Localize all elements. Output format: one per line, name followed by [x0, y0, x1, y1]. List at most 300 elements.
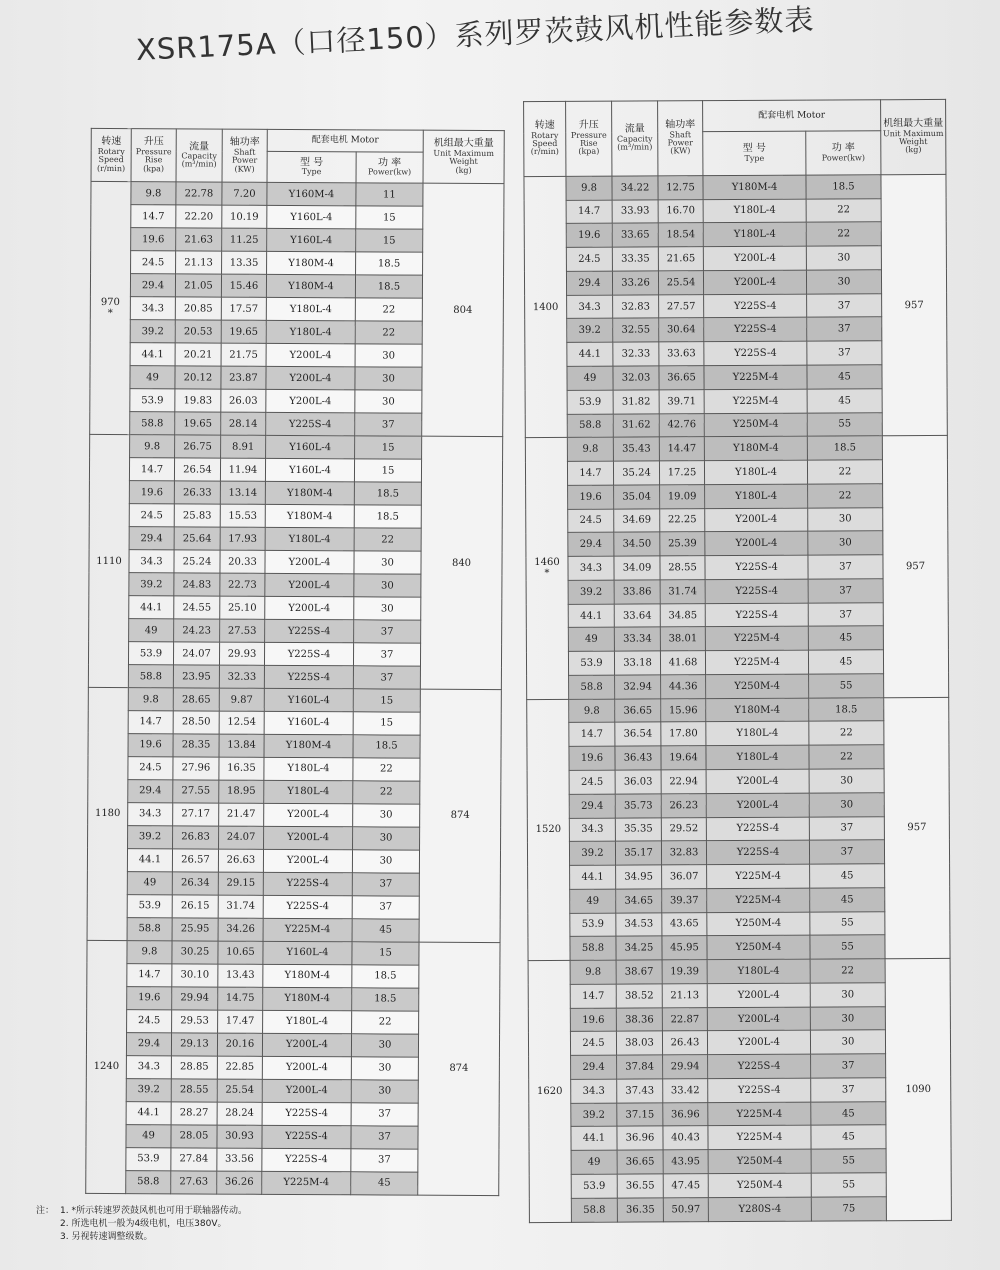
motor-type-cell: Y180M-4: [706, 698, 809, 722]
capacity-cell: 28.50: [173, 711, 219, 734]
shaft-power-cell: 7.20: [222, 182, 267, 205]
capacity-cell: 25.83: [174, 504, 220, 527]
notes-label: 注：: [36, 1206, 55, 1216]
capacity-cell: 26.33: [174, 481, 220, 504]
motor-type-cell: Y160L-4: [267, 229, 356, 252]
motor-type-cell: Y225S-4: [704, 318, 807, 342]
motor-power-cell: 30: [351, 1057, 418, 1080]
shaft-power-cell: 19.39: [662, 960, 707, 984]
shaft-power-cell: 20.16: [217, 1033, 262, 1056]
pressure-cell: 29.4: [126, 1032, 171, 1055]
motor-type-cell: Y225M-4: [707, 888, 810, 912]
header-power: [356, 152, 423, 183]
table-row: [91, 182, 504, 207]
speed-cell: [86, 940, 127, 1193]
header-text: Unit Maximum: [882, 128, 944, 138]
speed-mark: *: [107, 308, 113, 320]
motor-power-cell: 30: [808, 507, 883, 531]
pressure-cell: 24.5: [569, 770, 615, 794]
pressure-cell: 39.2: [569, 841, 615, 865]
capacity-cell: 27.63: [171, 1171, 217, 1195]
motor-power-cell: 22: [809, 721, 884, 745]
shaft-power-cell: 31.74: [660, 580, 705, 604]
shaft-power-cell: 13.84: [219, 734, 264, 757]
shaft-power-cell: 8.91: [221, 435, 266, 458]
header-text: Rotary: [531, 130, 559, 140]
shaft-power-cell: 29.93: [219, 642, 264, 665]
shaft-power-cell: 28.24: [217, 1102, 262, 1125]
motor-type-cell: Y180M-4: [263, 987, 352, 1010]
capacity-cell: 24.23: [174, 619, 220, 642]
shaft-power-cell: 17.57: [221, 297, 266, 320]
pressure-cell: 9.8: [569, 699, 615, 723]
motor-type-cell: Y160L-4: [263, 941, 352, 964]
motor-type-cell: Y180M-4: [265, 504, 354, 527]
motor-type-cell: Y200L-4: [706, 793, 809, 817]
shaft-power-cell: 15.53: [220, 504, 265, 527]
motor-type-cell: Y200L-4: [265, 550, 354, 573]
header-text: 升压: [143, 136, 164, 148]
motor-type-cell: Y280S-4: [708, 1197, 811, 1222]
pressure-cell: 58.8: [567, 414, 613, 438]
capacity-cell: 35.17: [615, 841, 661, 865]
motor-type-cell: Y180M-4: [264, 734, 353, 757]
motor-type-cell: Y225S-4: [705, 603, 808, 627]
capacity-cell: 35.35: [615, 817, 661, 841]
motor-type-cell: Y180M-4: [703, 175, 806, 199]
motor-type-cell: Y180L-4: [264, 757, 353, 780]
header-text: 流量: [189, 140, 210, 153]
shaft-power-cell: 13.35: [222, 251, 267, 274]
table-row: [525, 436, 947, 462]
pressure-cell: 49: [567, 366, 613, 390]
motor-type-cell: Y200L-4: [707, 983, 810, 1007]
header-row: [524, 99, 946, 133]
capacity-cell: 27.55: [173, 780, 219, 803]
speed-cell: [528, 960, 571, 1222]
motor-power-cell: 22: [806, 222, 881, 246]
pressure-cell: 49: [126, 1124, 171, 1147]
shaft-power-cell: 10.65: [218, 941, 263, 964]
speed-cell: [88, 435, 129, 688]
pressure-cell: 53.9: [568, 651, 614, 675]
shaft-power-cell: 15.96: [661, 698, 706, 722]
shaft-power-cell: 17.93: [220, 527, 265, 550]
pressure-cell: 53.9: [570, 913, 616, 937]
motor-power-cell: 37: [351, 1126, 418, 1149]
motor-type-cell: Y250M-4: [704, 413, 807, 437]
shaft-power-cell: 27.57: [659, 294, 704, 318]
motor-power-cell: 45: [810, 864, 885, 888]
motor-type-cell: Y180L-4: [705, 484, 808, 508]
pressure-cell: 19.6: [566, 224, 612, 248]
capacity-cell: 25.64: [174, 527, 220, 550]
motor-type-cell: Y200L-4: [266, 367, 355, 390]
shaft-power-cell: 17.47: [218, 1010, 263, 1033]
shaft-power-cell: 44.36: [661, 675, 706, 699]
weight-cell: 957: [882, 436, 948, 698]
motor-power-cell: 37: [807, 341, 882, 365]
motor-power-cell: 11: [356, 183, 423, 206]
shaft-power-cell: 20.33: [220, 550, 265, 573]
motor-power-cell: 55: [807, 412, 882, 436]
motor-power-cell: 45: [808, 650, 883, 674]
motor-power-cell: 22: [807, 460, 882, 484]
capacity-cell: 30.25: [172, 941, 218, 964]
shaft-power-cell: 16.35: [219, 757, 264, 780]
capacity-cell: 22.20: [176, 205, 222, 228]
pressure-cell: 29.4: [571, 1055, 617, 1079]
capacity-cell: 34.53: [616, 912, 662, 936]
shaft-power-cell: 11.25: [222, 228, 267, 251]
motor-power-cell: 37: [351, 1149, 418, 1172]
capacity-cell: 31.82: [613, 390, 659, 414]
shaft-power-cell: 19.09: [660, 484, 705, 508]
motor-power-cell: 30: [810, 983, 885, 1007]
note-line: 1. *所示转速罗茨鼓风机也可用于联轴器传动。: [60, 1206, 247, 1216]
motor-power-cell: 30: [806, 246, 881, 270]
motor-power-cell: 45: [811, 1125, 886, 1149]
motor-type-cell: Y225M-4: [708, 1126, 811, 1150]
capacity-cell: 36.96: [617, 1126, 663, 1150]
capacity-cell: 36.54: [615, 722, 661, 746]
pressure-cell: 29.4: [566, 271, 612, 295]
shaft-power-cell: 13.14: [220, 481, 265, 504]
motor-type-cell: Y225S-4: [705, 555, 808, 579]
weight-cell: 874: [418, 942, 500, 1196]
header-text: 功 率: [377, 157, 402, 169]
capacity-cell: 26.34: [172, 872, 218, 895]
motor-power-cell: 18.5: [806, 175, 881, 199]
speed-value: 1460: [534, 557, 560, 569]
header-pressure: [131, 129, 176, 183]
header-text: 升压: [578, 119, 599, 131]
capacity-cell: 26.54: [174, 458, 220, 481]
shaft-power-cell: 25.54: [658, 271, 703, 295]
motor-power-cell: 37: [809, 816, 884, 840]
motor-power-cell: 30: [354, 597, 421, 620]
motor-power-cell: 37: [811, 1078, 886, 1102]
shaft-power-cell: 25.39: [660, 532, 705, 556]
pressure-cell: 34.3: [130, 297, 175, 320]
pressure-cell: 34.3: [568, 556, 614, 580]
motor-type-cell: Y200L-4: [262, 1056, 351, 1079]
capacity-cell: 26.83: [173, 826, 219, 849]
capacity-cell: 34.22: [612, 176, 658, 200]
pressure-cell: 29.4: [128, 780, 173, 803]
motor-type-cell: Y225S-4: [705, 579, 808, 603]
motor-type-cell: Y200L-4: [705, 531, 808, 555]
capacity-cell: 26.15: [172, 895, 218, 918]
header-text: Power: [231, 155, 258, 166]
pressure-cell: 14.7: [566, 200, 612, 224]
shaft-power-cell: 12.54: [219, 711, 264, 734]
motor-power-cell: 45: [811, 1101, 886, 1125]
pressure-cell: 29.4: [569, 794, 615, 818]
motor-power-cell: 30: [810, 1006, 885, 1030]
pressure-cell: 44.1: [567, 342, 613, 366]
pressure-cell: 49: [129, 619, 174, 642]
motor-power-cell: 18.5: [809, 697, 884, 721]
motor-power-cell: 30: [355, 390, 422, 413]
header-text: Rotary: [97, 146, 125, 156]
shaft-power-cell: 26.43: [662, 1031, 707, 1055]
motor-power-cell: 37: [808, 579, 883, 603]
motor-type-cell: Y225S-4: [265, 619, 354, 642]
performance-table-left: [85, 128, 504, 1196]
header-text: (r/min): [530, 147, 559, 157]
motor-power-cell: 45: [351, 1171, 418, 1195]
shaft-power-cell: 30.64: [659, 318, 704, 342]
motor-type-cell: Y180L-4: [264, 780, 353, 803]
motor-type-cell: Y180L-4: [704, 460, 807, 484]
header-text: Rise: [580, 138, 598, 148]
pressure-cell: 53.9: [567, 390, 613, 414]
header-text: Power(kw): [367, 167, 412, 178]
speed-mark: *: [544, 568, 550, 580]
capacity-cell: 32.55: [613, 318, 659, 342]
shaft-power-cell: 24.07: [219, 826, 264, 849]
header-text: Shaft: [669, 129, 692, 139]
pressure-cell: 14.7: [131, 205, 176, 228]
header-text: (KW): [234, 164, 255, 174]
speed-value: 1240: [93, 1061, 120, 1073]
pressure-cell: 39.2: [568, 580, 614, 604]
motor-type-cell: Y200L-4: [703, 270, 806, 294]
motor-type-cell: Y180M-4: [265, 482, 354, 505]
capacity-cell: 38.52: [616, 984, 662, 1008]
pressure-cell: 58.8: [127, 917, 172, 940]
motor-type-cell: Y225S-4: [262, 1102, 351, 1125]
shaft-power-cell: 34.85: [660, 603, 705, 627]
note-line: 2. 所选电机一般为4级电机，电压380V。: [60, 1219, 227, 1229]
pressure-cell: 14.7: [570, 984, 616, 1008]
shaft-power-cell: 28.14: [221, 412, 266, 435]
motor-power-cell: 30: [352, 850, 419, 873]
shaft-power-cell: 27.53: [220, 619, 265, 642]
speed-cell: [525, 438, 568, 700]
pressure-cell: 34.3: [569, 818, 615, 842]
header-power: [806, 131, 881, 175]
header-text: (m³/min): [617, 142, 653, 152]
pressure-cell: 24.5: [127, 1009, 172, 1032]
shaft-power-cell: 19.65: [221, 320, 266, 343]
shaft-power-cell: 10.19: [222, 205, 267, 228]
capacity-cell: 25.24: [174, 550, 220, 573]
capacity-cell: 21.63: [176, 228, 222, 251]
header-text: (r/min): [97, 163, 126, 173]
shaft-power-cell: 14.47: [659, 437, 704, 461]
header-pressure: [566, 101, 612, 176]
capacity-cell: 29.94: [172, 987, 218, 1010]
header-text: 轴功率: [229, 136, 260, 149]
motor-power-cell: 30: [355, 367, 422, 390]
motor-type-cell: Y200L-4: [266, 344, 355, 367]
motor-type-cell: Y200L-4: [264, 803, 353, 826]
motor-type-cell: Y160L-4: [264, 688, 353, 711]
table-row: [90, 435, 503, 460]
pressure-cell: 29.4: [130, 274, 175, 297]
capacity-cell: 28.27: [171, 1102, 217, 1125]
motor-type-cell: Y180M-4: [263, 964, 352, 987]
capacity-cell: 24.83: [174, 573, 220, 596]
motor-power-cell: 55: [809, 674, 884, 698]
header-text: 型 号: [742, 143, 766, 155]
header-text: (kg): [905, 145, 922, 155]
pressure-cell: 44.1: [570, 865, 616, 889]
shaft-power-cell: 19.64: [661, 746, 706, 770]
motor-power-cell: 22: [809, 745, 884, 769]
motor-power-cell: 30: [806, 270, 881, 294]
motor-type-cell: Y180L-4: [706, 745, 809, 769]
motor-power-cell: 30: [351, 1080, 418, 1103]
pressure-cell: 24.5: [131, 251, 176, 274]
motor-type-cell: Y180L-4: [266, 298, 355, 321]
speed-value: 1400: [532, 301, 559, 313]
pressure-cell: 58.8: [569, 675, 615, 699]
motor-type-cell: Y225S-4: [264, 665, 353, 688]
capacity-cell: 36.65: [617, 1150, 663, 1174]
pressure-cell: 44.1: [568, 604, 614, 628]
shaft-power-cell: 21.75: [221, 343, 266, 366]
motor-power-cell: 15: [355, 436, 422, 459]
motor-power-cell: 45: [807, 365, 882, 389]
motor-type-cell: Y225S-4: [263, 872, 352, 895]
shaft-power-cell: 29.52: [661, 817, 706, 841]
header-text: Pressure: [570, 130, 607, 140]
motor-type-cell: Y160L-4: [267, 206, 356, 229]
shaft-power-cell: 36.07: [662, 865, 707, 889]
motor-power-cell: 18.5: [356, 252, 423, 275]
capacity-cell: 37.15: [617, 1103, 663, 1127]
pressure-cell: 9.8: [566, 176, 612, 200]
motor-power-cell: 45: [807, 388, 882, 412]
pressure-cell: 14.7: [567, 461, 613, 485]
speed-value: 1520: [535, 824, 562, 836]
motor-type-cell: Y225S-4: [262, 1125, 351, 1148]
motor-power-cell: 75: [811, 1196, 886, 1221]
shaft-power-cell: 33.63: [659, 342, 704, 366]
capacity-cell: 36.55: [617, 1174, 663, 1198]
weight-cell: 804: [422, 184, 504, 437]
capacity-cell: 33.93: [612, 200, 658, 224]
motor-power-cell: 22: [353, 781, 420, 804]
motor-type-cell: Y250M-4: [706, 674, 809, 698]
pressure-cell: 9.8: [131, 182, 176, 205]
motor-power-cell: 18.5: [353, 735, 420, 758]
capacity-cell: 35.04: [614, 485, 660, 509]
pressure-cell: 19.6: [570, 1008, 616, 1032]
motor-type-cell: Y225S-4: [704, 294, 807, 318]
header-text: Speed: [532, 138, 558, 149]
shaft-power-cell: 15.46: [221, 274, 266, 297]
capacity-cell: 35.43: [613, 437, 659, 461]
motor-power-cell: 18.5: [352, 988, 419, 1011]
pressure-cell: 19.6: [128, 734, 173, 757]
capacity-cell: 25.95: [172, 918, 218, 941]
motor-type-cell: Y250M-4: [708, 1173, 811, 1197]
shaft-power-cell: 21.65: [658, 247, 703, 271]
pressure-cell: 49: [571, 1150, 617, 1174]
header-shaft: [658, 101, 703, 176]
shaft-power-cell: 17.25: [659, 461, 704, 485]
shaft-power-cell: 17.80: [661, 722, 706, 746]
motor-power-cell: 18.5: [354, 505, 421, 528]
shaft-power-cell: 9.87: [219, 688, 264, 711]
shaft-power-cell: 32.83: [661, 841, 706, 865]
motor-type-cell: Y200L-4: [706, 769, 809, 793]
motor-power-cell: 15: [352, 942, 419, 965]
motor-type-cell: Y225S-4: [264, 642, 353, 665]
capacity-cell: 34.69: [614, 508, 660, 532]
motor-power-cell: 37: [807, 293, 882, 317]
capacity-cell: 32.83: [613, 295, 659, 319]
header-row: [91, 128, 504, 153]
pressure-cell: 58.8: [128, 665, 173, 688]
pressure-cell: 9.8: [128, 688, 173, 711]
performance-table-right: [523, 99, 951, 1223]
capacity-cell: 35.73: [615, 794, 661, 818]
shaft-power-cell: 14.75: [218, 987, 263, 1010]
motor-power-cell: 30: [354, 574, 421, 597]
pressure-cell: 9.8: [570, 960, 616, 984]
capacity-cell: 33.34: [614, 627, 660, 651]
speed-value: 1180: [94, 808, 121, 820]
capacity-cell: 38.36: [616, 1008, 662, 1032]
capacity-cell: 32.94: [615, 675, 661, 699]
capacity-cell: 24.07: [173, 642, 219, 665]
capacity-cell: 28.55: [171, 1079, 217, 1102]
shaft-power-cell: 23.87: [221, 366, 266, 389]
pressure-cell: 24.5: [128, 757, 173, 780]
pressure-cell: 9.8: [130, 435, 175, 458]
table-row: [527, 697, 949, 723]
motor-power-cell: 37: [352, 896, 419, 919]
capacity-cell: 37.84: [617, 1055, 663, 1079]
pressure-cell: 34.3: [126, 1055, 171, 1078]
pressure-cell: 19.6: [129, 481, 174, 504]
motor-type-cell: Y180L-4: [263, 1010, 352, 1033]
shaft-power-cell: 12.75: [658, 176, 703, 200]
weight-cell: 957: [881, 174, 947, 436]
capacity-cell: 34.95: [616, 865, 662, 889]
header-text: Capacity: [616, 134, 653, 144]
motor-power-cell: 45: [808, 626, 883, 650]
motor-type-cell: Y200L-4: [703, 246, 806, 270]
capacity-cell: 33.86: [614, 580, 660, 604]
shaft-power-cell: 43.95: [663, 1150, 708, 1174]
motor-power-cell: 15: [356, 229, 423, 252]
motor-type-cell: Y200L-4: [266, 390, 355, 413]
speed-cell: [524, 176, 567, 438]
header-text: Speed: [98, 155, 124, 165]
capacity-cell: 33.64: [614, 604, 660, 628]
motor-power-cell: 37: [355, 413, 422, 436]
motor-type-cell: Y200L-4: [263, 849, 352, 872]
motor-power-cell: 55: [810, 935, 885, 959]
pressure-cell: 19.6: [568, 485, 614, 509]
motor-type-cell: Y225M-4: [263, 918, 352, 941]
header-capacity: [612, 101, 658, 176]
pressure-cell: 44.1: [129, 596, 174, 619]
pressure-cell: 39.2: [130, 320, 175, 343]
header-speed: [524, 101, 566, 176]
pressure-cell: 34.3: [128, 803, 173, 826]
pressure-cell: 24.5: [566, 247, 612, 271]
motor-type-cell: Y180L-4: [703, 223, 806, 247]
motor-type-cell: Y225M-4: [262, 1171, 351, 1195]
table-row: [528, 958, 950, 984]
